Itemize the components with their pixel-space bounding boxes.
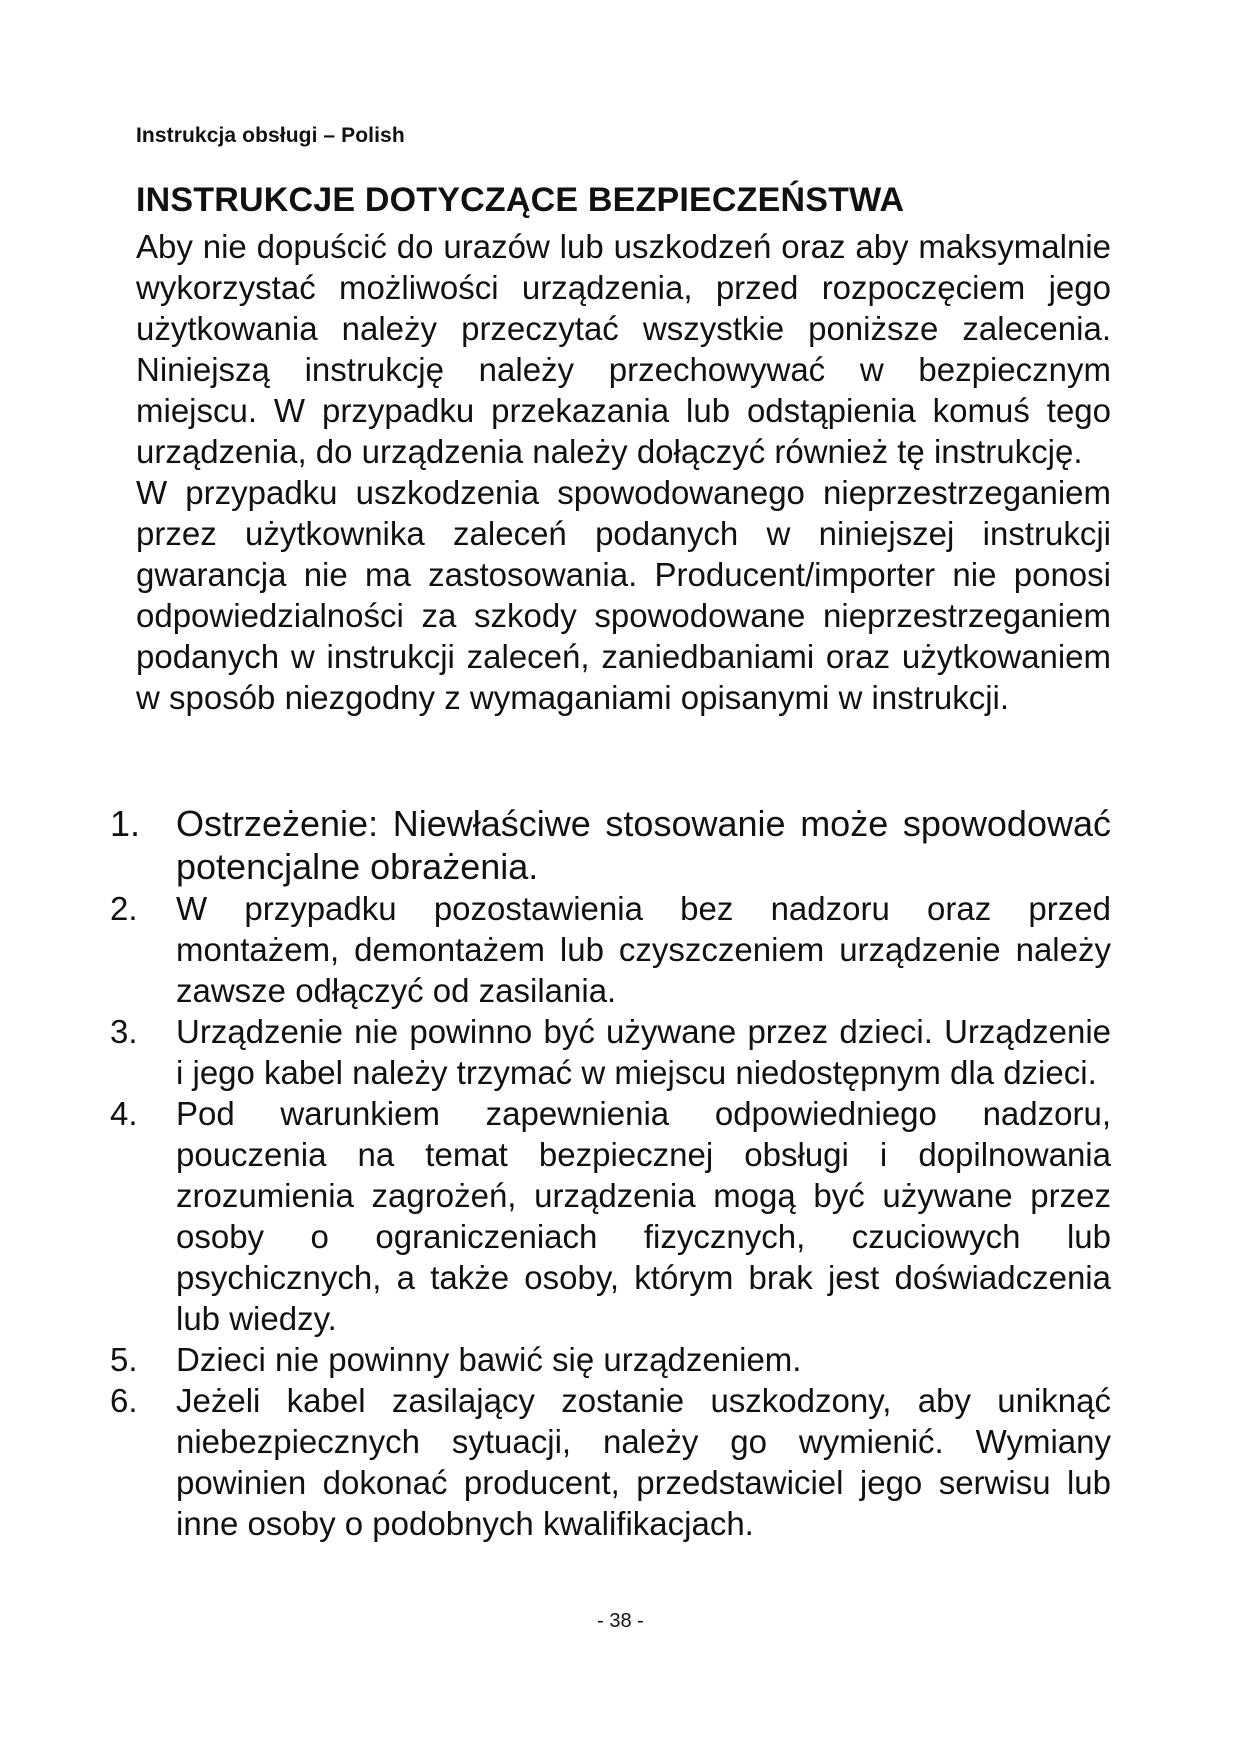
list-item-text: W przypadku pozostawienia bez nadzoru oraz przed montażem, demontażem lub czyszczeniem urządzenie należy zawsze odłączyć od zasilania. <box>176 890 1111 1009</box>
list-item <box>110 1339 1111 1380</box>
list-item-number: 5. <box>110 1341 138 1378</box>
intro-paragraph: W przypadku uszkodzenia spowodowanego nieprzestrzeganiem przez użytkownika zaleceń podanych w niniejszej instrukcji gwarancja nie ma zastosowania. Producent/importer nie ponosi odpowiedzialności za szkody spowodowane nieprzestrzeganiem podanych w instrukcji zaleceń, zaniedbaniami oraz użytkowaniem w sposób niezgodny z wymaganiami opisanymi w instrukcji. <box>136 474 1111 716</box>
list-item-text: Ostrzeżenie: Niewłaściwe stosowanie może spowodować potencjalne obrażenia. <box>176 803 1111 887</box>
list-item-number: 6. <box>110 1382 138 1419</box>
safety-instructions-list <box>110 802 1111 1544</box>
list-item-number: 4. <box>110 1095 138 1132</box>
section-title: INSTRUKCJE DOTYCZĄCE BEZPIECZEŃSTWA <box>136 181 905 219</box>
running-header: Instrukcja obsługi – Polish <box>136 124 405 147</box>
list-item-text: Pod warunkiem zapewnienia odpowiedniego nadzoru, pouczenia na temat bezpiecznej obsługi i dopilnowania zrozumienia zagrożeń, urządzenia mogą być używane przez osoby o ograniczeniach fizycznych, czuciowych lub psychicznych, a także osoby, którym brak jest doświadczenia lub wiedzy. <box>176 1095 1111 1337</box>
page-number: - 38 - <box>597 1610 644 1632</box>
list-item <box>110 888 1111 1011</box>
list-item <box>110 1380 1111 1544</box>
list-item-number: 1. <box>110 803 141 844</box>
list-item-text: Jeżeli kabel zasilający zostanie uszkodzony, aby uniknąć niebezpiecznych sytuacji, należy go wymienić. Wymiany powinien dokonać producent, przedstawiciel jego serwisu lub inne osoby o podobnych kwalifikacjach. <box>176 1382 1111 1542</box>
list-item <box>110 1011 1111 1093</box>
list-item <box>110 1093 1111 1339</box>
list-item-text: Dzieci nie powinny bawić się urządzeniem. <box>176 1341 802 1378</box>
list-item-number: 2. <box>110 890 138 927</box>
list-item-text: Urządzenie nie powinno być używane przez dzieci. Urządzenie i jego kabel należy trzymać w miejscu niedostępnym dla dzieci. <box>176 1013 1111 1091</box>
list-item <box>110 802 1111 888</box>
intro-text <box>136 226 1111 718</box>
list-item-number: 3. <box>110 1013 138 1050</box>
intro-paragraph: Aby nie dopuścić do urazów lub uszkodzeń oraz aby maksymalnie wykorzystać możliwości urządzenia, przed rozpoczęciem jego użytkowania należy przeczytać wszystkie poniższe zalecenia. Niniejszą instrukcję należy przechowywać w bezpiecznym miejscu. W przypadku przekazania lub odstąpienia komuś tego urządzenia, do urządzenia należy dołączyć również tę instrukcję. <box>136 228 1111 470</box>
